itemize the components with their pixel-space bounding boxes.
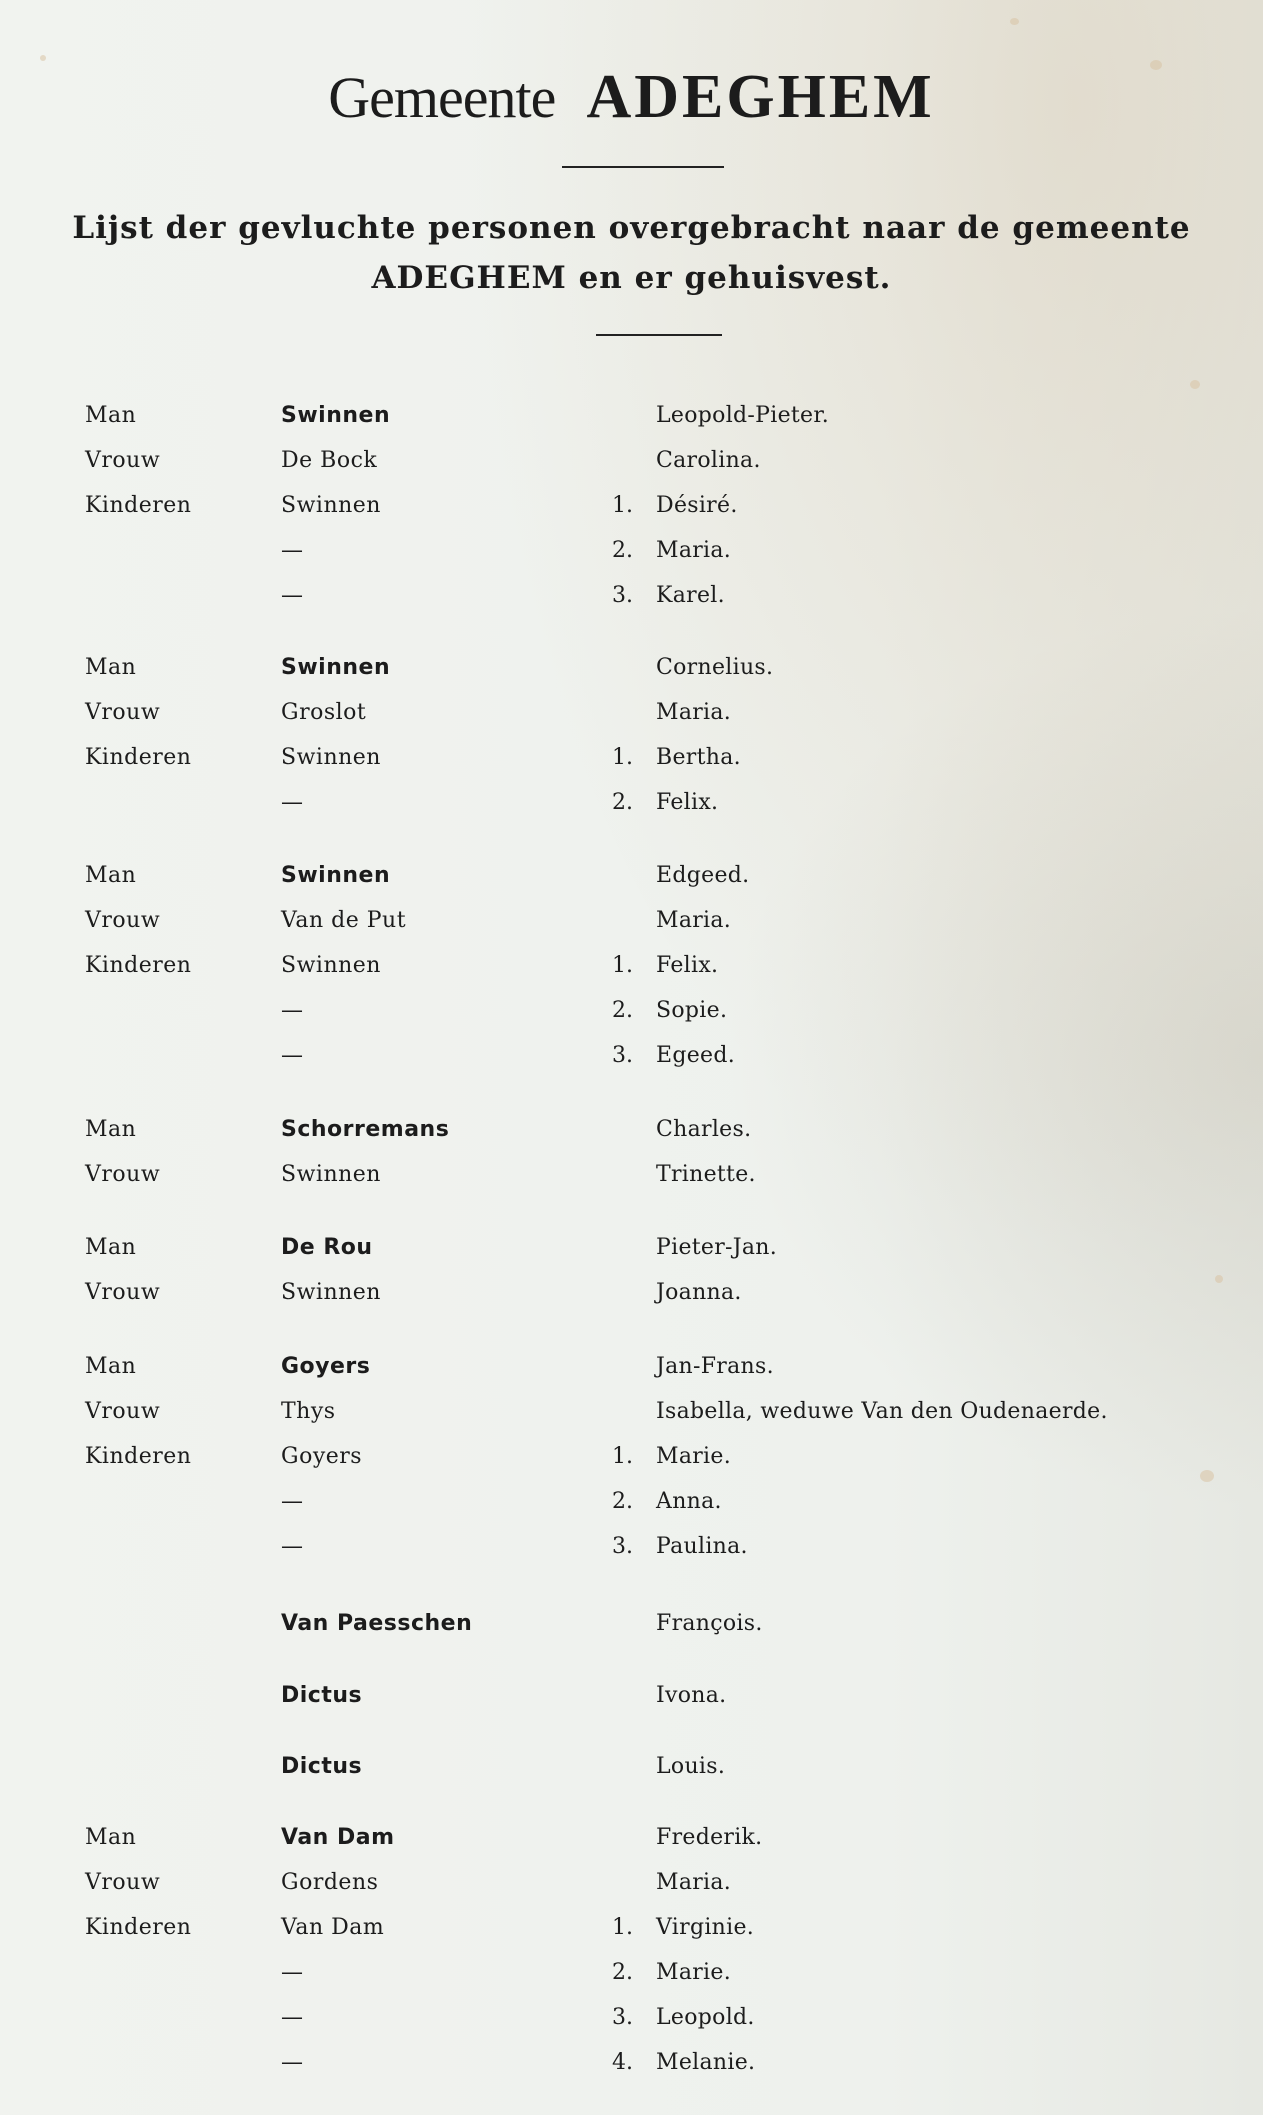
surname: Swinnen [281,1162,381,1187]
role-label: Vrouw [85,1870,161,1895]
given-name: Karel. [656,583,725,608]
ditto-mark: — [281,538,304,563]
child-number: 2. [612,790,633,815]
given-name: Maria. [656,700,732,725]
given-name: Désiré. [656,493,738,518]
role-label: Man [85,1354,137,1379]
list-item [0,1280,1263,1320]
list-item [0,2050,1263,2090]
surname: Groslot [281,700,367,725]
given-name: Charles. [656,1117,752,1142]
ditto-mark: — [281,1043,304,1068]
given-name: François. [656,1611,763,1636]
given-name: Carolina. [656,448,761,473]
role-label: Man [85,403,137,428]
given-name: Edgeed. [656,863,750,888]
surname: Van Dam [281,1825,395,1850]
list-item [0,700,1263,740]
age-spot [1190,380,1200,389]
list-item [0,953,1263,993]
role-label: Man [85,655,137,680]
given-name: Sopie. [656,998,728,1023]
list-item [0,908,1263,948]
surname: Swinnen [281,403,391,428]
title-divider [562,166,724,168]
given-name: Pieter-Jan. [656,1235,778,1260]
child-number: 3. [612,583,633,608]
role-label: Kinderen [85,493,192,518]
surname: Van Dam [281,1915,385,1940]
page-title [0,62,1263,133]
surname: Swinnen [281,953,381,978]
list-item [0,403,1263,443]
title-town: ADEGHEM [586,63,935,131]
role-label: Vrouw [85,1162,161,1187]
list-item [0,1870,1263,1910]
role-label: Kinderen [85,1915,192,1940]
child-number: 3. [612,1043,633,1068]
given-name: Maria. [656,538,732,563]
given-name: Frederik. [656,1825,763,1850]
list-item [0,1235,1263,1275]
role-label: Kinderen [85,745,192,770]
surname: Dictus [281,1683,363,1708]
list-item [0,2005,1263,2045]
subtitle-divider [596,334,722,336]
list-item [0,448,1263,488]
child-number: 2. [612,1960,633,1985]
given-name: Egeed. [656,1043,736,1068]
child-number: 1. [612,745,633,770]
role-label: Vrouw [85,700,161,725]
list-item [0,538,1263,578]
given-name: Jan-Frans. [656,1354,774,1379]
list-item [0,863,1263,903]
given-name: Leopold. [656,2005,755,2030]
given-name: Isabella, weduwe Van den Oudenaerde. [656,1399,1108,1424]
given-name: Anna. [656,1489,722,1514]
surname: De Rou [281,1235,373,1260]
ditto-mark: — [281,1960,304,1985]
list-item [0,1754,1263,1794]
ditto-mark: — [281,790,304,815]
list-item [0,1960,1263,2000]
child-number: 1. [612,1915,633,1940]
surname: Swinnen [281,493,381,518]
surname: De Bock [281,448,378,473]
list-item [0,1489,1263,1529]
surname: Goyers [281,1444,363,1469]
given-name: Maria. [656,1870,732,1895]
list-item [0,493,1263,533]
list-item [0,1117,1263,1157]
child-number: 2. [612,538,633,563]
child-number: 2. [612,1489,633,1514]
given-name: Marie. [656,1444,732,1469]
given-name: Melanie. [656,2050,756,2075]
surname: Schorremans [281,1117,450,1142]
role-label: Vrouw [85,908,161,933]
surname: Dictus [281,1754,363,1779]
subtitle-line-1: Lijst der gevluchte personen overgebracht naar de gemeente [72,210,1191,246]
given-name: Paulina. [656,1534,748,1559]
role-label: Man [85,1117,137,1142]
given-name: Ivona. [656,1683,727,1708]
list-item [0,1354,1263,1394]
list-item [0,1915,1263,1955]
surname: Gordens [281,1870,379,1895]
given-name: Leopold-Pieter. [656,403,830,428]
surname: Swinnen [281,655,391,680]
list-item [0,583,1263,623]
surname: Swinnen [281,745,381,770]
role-label: Kinderen [85,1444,192,1469]
list-item [0,1162,1263,1202]
surname: Thys [281,1399,336,1424]
surname: Goyers [281,1354,371,1379]
list-item [0,1534,1263,1574]
list-item [0,1611,1263,1651]
child-number: 1. [612,1444,633,1469]
surname: Swinnen [281,863,391,888]
list-item [0,1399,1263,1439]
role-label: Man [85,1235,137,1260]
role-label: Man [85,1825,137,1850]
child-number: 3. [612,1534,633,1559]
list-item [0,790,1263,830]
given-name: Virginie. [656,1915,755,1940]
ditto-mark: — [281,2050,304,2075]
given-name: Felix. [656,790,719,815]
role-label: Vrouw [85,1399,161,1424]
ditto-mark: — [281,1534,304,1559]
list-item [0,998,1263,1038]
child-number: 1. [612,493,633,518]
given-name: Felix. [656,953,719,978]
list-item [0,1683,1263,1723]
ditto-mark: — [281,1489,304,1514]
surname: Van Paesschen [281,1611,473,1636]
child-number: 3. [612,2005,633,2030]
ditto-mark: — [281,998,304,1023]
age-spot [40,55,46,61]
list-item [0,1444,1263,1484]
list-item [0,1825,1263,1865]
given-name: Bertha. [656,745,741,770]
subtitle-line-2: ADEGHEM en er gehuisvest. [371,260,892,296]
given-name: Cornelius. [656,655,774,680]
given-name: Joanna. [656,1280,742,1305]
child-number: 2. [612,998,633,1023]
surname: Swinnen [281,1280,381,1305]
given-name: Maria. [656,908,732,933]
ditto-mark: — [281,583,304,608]
role-label: Vrouw [85,448,161,473]
child-number: 4. [612,2050,633,2075]
list-item [0,1043,1263,1083]
title-prefix: Gemeente [328,65,556,130]
list-item [0,655,1263,695]
role-label: Kinderen [85,953,192,978]
age-spot [1010,18,1019,25]
role-label: Vrouw [85,1280,161,1305]
role-label: Man [85,863,137,888]
child-number: 1. [612,953,633,978]
given-name: Trinette. [656,1162,756,1187]
given-name: Louis. [656,1754,726,1779]
surname: Van de Put [281,908,407,933]
given-name: Marie. [656,1960,732,1985]
ditto-mark: — [281,2005,304,2030]
list-item [0,745,1263,785]
